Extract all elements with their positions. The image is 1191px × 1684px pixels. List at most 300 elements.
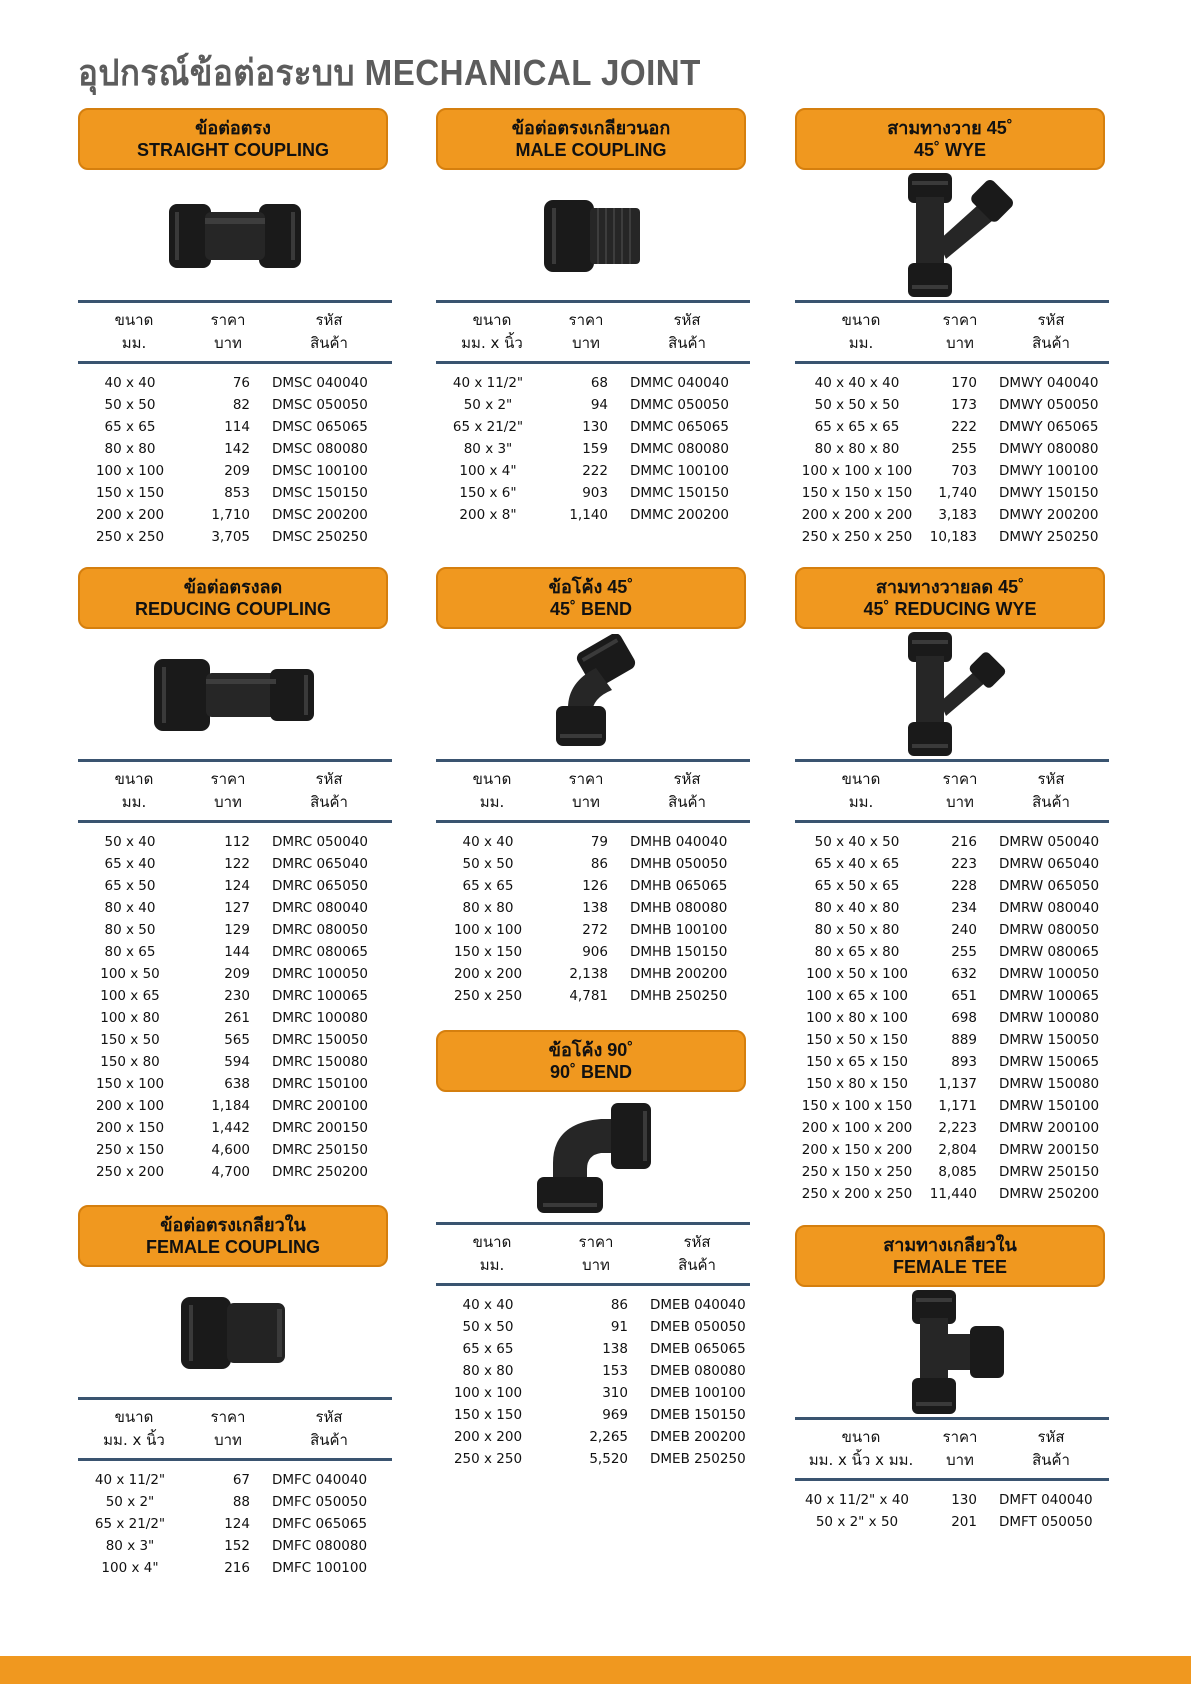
code-cell: DMRC 150050 [272, 1032, 369, 1048]
section-title-english: 90˚ BEND [549, 1062, 633, 1082]
table-row [436, 1316, 750, 1338]
code-cell: DMRW 065040 [999, 856, 1100, 872]
size-cell: 200 x 8" [459, 507, 517, 523]
price-header: ราคา [210, 311, 246, 329]
code-cell: DMEB 250250 [650, 1451, 746, 1467]
table-row [78, 482, 392, 504]
size-cell: 80 x 3" [463, 441, 513, 457]
price-cell: 114 [224, 419, 250, 435]
table-row [795, 363, 1109, 395]
table-row [78, 1535, 392, 1557]
price-cell: 903 [582, 485, 608, 501]
table-row [78, 919, 392, 941]
table-row [78, 363, 392, 395]
code-cell: DMRC 250200 [272, 1164, 369, 1180]
price-cell: 88 [232, 1494, 250, 1510]
price-cell: 10,183 [929, 529, 977, 545]
section-title-english: REDUCING COUPLING [134, 599, 331, 619]
size-cell: 150 x 65 x 150 [806, 1054, 908, 1070]
table-row [78, 504, 392, 526]
price-unit-header: บาท [946, 793, 974, 811]
size-cell: 65 x 65 [104, 419, 156, 435]
price-cell: 1,184 [211, 1098, 250, 1114]
size-cell: 150 x 50 x 150 [806, 1032, 908, 1048]
price-cell: 2,138 [569, 966, 608, 982]
size-header: ขนาด [114, 311, 154, 329]
price-cell: 129 [224, 922, 250, 938]
code-cell: DMWY 250250 [999, 529, 1099, 545]
code-cell: DMRW 250200 [999, 1186, 1100, 1202]
code-cell: DMEB 200200 [650, 1429, 746, 1445]
price-header: ราคา [210, 770, 246, 788]
price-unit-header: บาท [582, 1256, 610, 1274]
size-cell: 80 x 40 x 80 [814, 900, 900, 916]
price-cell: 152 [224, 1538, 250, 1554]
size-cell: 100 x 65 [100, 988, 160, 1004]
reducing-wye-45-image [795, 629, 1109, 759]
table-row [436, 1382, 750, 1404]
size-cell: 80 x 3" [105, 1538, 155, 1554]
code-cell: DMRC 150100 [272, 1076, 369, 1092]
size-cell: 65 x 65 [462, 878, 514, 894]
code-header: รหัส [1037, 311, 1065, 329]
code-cell: DMRC 250150 [272, 1142, 369, 1158]
code-cell: DMRC 065050 [272, 878, 369, 894]
straight-coupling-table [78, 300, 392, 548]
price-cell: 138 [582, 900, 608, 916]
table-row [436, 363, 750, 395]
code-cell: DMSC 100100 [272, 463, 368, 479]
code-cell: DMRW 150080 [999, 1076, 1100, 1092]
size-cell: 150 x 150 [453, 944, 523, 960]
size-cell: 50 x 50 [104, 397, 156, 413]
code-header: รหัส [315, 311, 343, 329]
size-cell: 80 x 80 [462, 1363, 514, 1379]
table-row [795, 504, 1109, 526]
code-cell: DMWY 100100 [999, 463, 1099, 479]
table-row [436, 919, 750, 941]
code-cell: DMHB 250250 [630, 988, 728, 1004]
size-cell: 80 x 80 x 80 [814, 441, 900, 457]
size-cell: 100 x 80 [100, 1010, 160, 1026]
size-cell: 100 x 100 x 100 [801, 463, 913, 479]
straight-coupling-image [78, 170, 392, 300]
table-row [795, 394, 1109, 416]
price-cell: 2,804 [938, 1142, 977, 1158]
size-header: ขนาด [472, 770, 512, 788]
size-cell: 250 x 250 [95, 529, 165, 545]
price-cell: 222 [582, 463, 608, 479]
code-cell: DMHB 080080 [630, 900, 728, 916]
size-cell: 65 x 40 x 65 [814, 856, 900, 872]
table-row [78, 941, 392, 963]
code-header: รหัส [673, 770, 701, 788]
price-header: ราคา [942, 1428, 978, 1446]
price-cell: 4,700 [211, 1164, 250, 1180]
code-header: รหัส [1037, 770, 1065, 788]
table-row [78, 1557, 392, 1579]
price-cell: 76 [232, 375, 250, 391]
price-cell: 159 [582, 441, 608, 457]
female-tee-image [795, 1287, 1109, 1417]
table-row [436, 438, 750, 460]
table-row [436, 1338, 750, 1360]
section-title-thai: สามทางเกลียวใน [883, 1235, 1017, 1255]
price-cell: 209 [224, 966, 250, 982]
code-cell: DMRC 100065 [272, 988, 369, 1004]
code-header: รหัส [673, 311, 701, 329]
table-row [78, 963, 392, 985]
size-cell: 150 x 80 [100, 1054, 160, 1070]
size-cell: 40 x 40 [462, 1297, 514, 1313]
page-title: อุปกรณ์ข้อต่อระบบ MECHANICAL JOINT [78, 52, 701, 93]
price-cell: 142 [224, 441, 250, 457]
table-row [78, 460, 392, 482]
size-cell: 150 x 80 x 150 [806, 1076, 908, 1092]
price-cell: 565 [224, 1032, 250, 1048]
price-cell: 698 [951, 1010, 977, 1026]
price-cell: 228 [951, 878, 977, 894]
code-cell: DMRW 200100 [999, 1120, 1100, 1136]
size-cell: 50 x 50 [462, 856, 514, 872]
price-cell: 223 [951, 856, 977, 872]
section-title-thai: สามทางวาย 45˚ [887, 118, 1013, 138]
price-cell: 82 [232, 397, 250, 413]
reducing-wye-45-section [795, 567, 1109, 1205]
price-cell: 310 [602, 1385, 628, 1401]
code-cell: DMFT 040040 [999, 1492, 1093, 1508]
section-title-thai: ข้อต่อตรง [195, 118, 271, 138]
code-cell: DMRW 100050 [999, 966, 1100, 982]
table-row [795, 460, 1109, 482]
bend-90-image [436, 1092, 750, 1222]
table-row [436, 1404, 750, 1426]
price-cell: 272 [582, 922, 608, 938]
size-unit-header: มม. [479, 793, 505, 811]
code-cell: DMFC 080080 [272, 1538, 368, 1554]
table-row [436, 822, 750, 854]
table-row [795, 1051, 1109, 1073]
table-row [436, 504, 750, 526]
code-header-line2: สินค้า [1032, 793, 1070, 811]
code-cell: DMWY 080080 [999, 441, 1099, 457]
code-cell: DMSC 080080 [272, 441, 368, 457]
price-cell: 703 [951, 463, 977, 479]
size-cell: 50 x 2" [105, 1494, 155, 1510]
section-title-thai: ข้อต่อตรงเกลียวนอก [511, 118, 671, 138]
bend-90-section [436, 1030, 750, 1470]
table-row [795, 1161, 1109, 1183]
table-row [795, 897, 1109, 919]
size-cell: 150 x 100 [95, 1076, 165, 1092]
code-header-line2: สินค้า [668, 793, 706, 811]
code-cell: DMSC 250250 [272, 529, 368, 545]
size-cell: 40 x 40 [104, 375, 156, 391]
code-cell: DMRC 100080 [272, 1010, 369, 1026]
price-cell: 1,137 [938, 1076, 977, 1092]
table-row [795, 963, 1109, 985]
price-cell: 234 [951, 900, 977, 916]
price-cell: 173 [951, 397, 977, 413]
code-cell: DMRC 080040 [272, 900, 369, 916]
table-row [436, 460, 750, 482]
wye-45-section [795, 108, 1109, 548]
section-title-thai: ข้อต่อตรงเกลียวใน [160, 1215, 306, 1235]
section-title-english: STRAIGHT COUPLING [137, 140, 329, 160]
table-row [436, 853, 750, 875]
code-cell: DMRW 080050 [999, 922, 1100, 938]
table-row [795, 438, 1109, 460]
size-cell: 250 x 250 x 250 [801, 529, 913, 545]
size-header: ขนาด [114, 1408, 154, 1426]
code-cell: DMMC 080080 [630, 441, 729, 457]
section-title-english: FEMALE TEE [892, 1257, 1007, 1277]
code-cell: DMRW 065050 [999, 878, 1100, 894]
section-header [436, 1030, 746, 1092]
price-cell: 222 [951, 419, 977, 435]
code-cell: DMMC 050050 [630, 397, 729, 413]
code-cell: DMRW 150100 [999, 1098, 1100, 1114]
code-header: รหัส [1037, 1428, 1065, 1446]
straight-coupling-section [78, 108, 392, 548]
size-cell: 200 x 150 [95, 1120, 165, 1136]
size-unit-header: มม. [848, 334, 874, 352]
table-row [78, 1051, 392, 1073]
table-row [436, 1285, 750, 1317]
wye-45-image [795, 170, 1109, 300]
section-header [795, 1225, 1105, 1287]
size-cell: 80 x 80 [104, 441, 156, 457]
price-cell: 1,710 [211, 507, 250, 523]
price-cell: 2,223 [938, 1120, 977, 1136]
code-cell: DMMC 100100 [630, 463, 729, 479]
size-cell: 100 x 100 [453, 1385, 523, 1401]
reducing-coupling-section [78, 567, 392, 1183]
price-header: ราคา [568, 311, 604, 329]
code-cell: DMSC 040040 [272, 375, 368, 391]
section-title-thai: ข้อต่อตรงลด [183, 577, 283, 597]
table-row [795, 919, 1109, 941]
price-cell: 1,740 [938, 485, 977, 501]
table-row [78, 853, 392, 875]
female-coupling-table [78, 1397, 392, 1579]
table-row [78, 1139, 392, 1161]
size-cell: 50 x 2" [463, 397, 513, 413]
female-coupling-section [78, 1205, 392, 1579]
price-cell: 893 [951, 1054, 977, 1070]
size-cell: 40 x 11/2" [452, 375, 524, 391]
table-row [78, 875, 392, 897]
reducing-coupling-image [78, 629, 392, 759]
size-cell: 65 x 40 [104, 856, 156, 872]
size-cell: 250 x 250 [453, 1451, 523, 1467]
size-header: ขนาด [841, 311, 881, 329]
price-cell: 255 [951, 944, 977, 960]
table-row [795, 853, 1109, 875]
code-cell: DMWY 040040 [999, 375, 1099, 391]
price-cell: 4,600 [211, 1142, 250, 1158]
price-cell: 68 [590, 375, 608, 391]
price-cell: 124 [224, 1516, 250, 1532]
reducing-wye-45-table [795, 759, 1109, 1205]
table-row [436, 1448, 750, 1470]
code-cell: DMMC 150150 [630, 485, 729, 501]
code-cell: DMRW 080040 [999, 900, 1100, 916]
section-title-english: 45˚ BEND [549, 599, 633, 619]
size-cell: 250 x 150 [95, 1142, 165, 1158]
section-title-thai: สามทางวายลด 45˚ [875, 577, 1025, 597]
size-unit-header: มม. [848, 793, 874, 811]
price-unit-header: บาท [214, 1431, 242, 1449]
code-cell: DMRC 080050 [272, 922, 369, 938]
size-cell: 80 x 65 [104, 944, 156, 960]
table-row [436, 985, 750, 1007]
section-header [78, 108, 388, 170]
size-cell: 50 x 40 [104, 834, 156, 850]
code-cell: DMHB 040040 [630, 834, 728, 850]
wye-45-table [795, 300, 1109, 548]
code-cell: DMEB 080080 [650, 1363, 746, 1379]
section-title-english: FEMALE COUPLING [146, 1237, 320, 1257]
code-cell: DMRW 100080 [999, 1010, 1100, 1026]
table-row [436, 941, 750, 963]
size-cell: 100 x 100 [453, 922, 523, 938]
size-cell: 200 x 200 [95, 507, 165, 523]
size-header: ขนาด [841, 1428, 881, 1446]
code-cell: DMFC 100100 [272, 1560, 368, 1576]
size-cell: 80 x 65 x 80 [814, 944, 900, 960]
size-cell: 200 x 200 [453, 1429, 523, 1445]
section-title-thai: ข้อโค้ง 90˚ [548, 1040, 634, 1060]
code-header-line2: สินค้า [668, 334, 706, 352]
size-unit-header: มม. x นิ้ว [103, 1431, 165, 1449]
price-cell: 112 [224, 834, 250, 850]
size-cell: 65 x 50 [104, 878, 156, 894]
size-unit-header: มม. x นิ้ว [461, 334, 523, 352]
price-cell: 209 [224, 463, 250, 479]
price-cell: 853 [224, 485, 250, 501]
table-row [78, 526, 392, 548]
price-cell: 122 [224, 856, 250, 872]
size-cell: 100 x 50 x 100 [806, 966, 908, 982]
code-cell: DMFC 040040 [272, 1472, 368, 1488]
code-cell: DMWY 200200 [999, 507, 1099, 523]
price-cell: 216 [951, 834, 977, 850]
size-cell: 200 x 100 [95, 1098, 165, 1114]
size-cell: 40 x 11/2" x 40 [804, 1492, 910, 1508]
table-row [795, 1007, 1109, 1029]
table-row [78, 1007, 392, 1029]
code-cell: DMRW 080065 [999, 944, 1100, 960]
table-row [795, 482, 1109, 504]
code-cell: DMRC 150080 [272, 1054, 369, 1070]
code-cell: DMWY 150150 [999, 485, 1099, 501]
table-row [78, 822, 392, 854]
size-cell: 40 x 11/2" [94, 1472, 166, 1488]
table-row [795, 875, 1109, 897]
code-cell: DMRC 200150 [272, 1120, 369, 1136]
code-cell: DMEB 050050 [650, 1319, 746, 1335]
size-cell: 100 x 80 x 100 [806, 1010, 908, 1026]
code-header-line2: สินค้า [1032, 1451, 1070, 1469]
female-tee-table [795, 1417, 1109, 1533]
female-tee-section [795, 1225, 1109, 1533]
code-cell: DMWY 065065 [999, 419, 1099, 435]
table-row [795, 1511, 1109, 1533]
price-unit-header: บาท [572, 793, 600, 811]
price-cell: 3,705 [211, 529, 250, 545]
price-unit-header: บาท [214, 793, 242, 811]
table-row [78, 1073, 392, 1095]
size-cell: 150 x 100 x 150 [801, 1098, 913, 1114]
table-row [795, 1183, 1109, 1205]
code-cell: DMFT 050050 [999, 1514, 1093, 1530]
code-header: รหัส [683, 1233, 711, 1251]
size-cell: 150 x 50 [100, 1032, 160, 1048]
size-cell: 40 x 40 [462, 834, 514, 850]
price-cell: 1,140 [569, 507, 608, 523]
code-cell: DMEB 150150 [650, 1407, 746, 1423]
bend-45-image [436, 629, 750, 759]
size-cell: 200 x 200 [453, 966, 523, 982]
price-cell: 651 [951, 988, 977, 1004]
price-cell: 632 [951, 966, 977, 982]
code-cell: DMRC 100050 [272, 966, 369, 982]
code-cell: DMRW 150050 [999, 1032, 1100, 1048]
table-row [436, 482, 750, 504]
price-cell: 91 [610, 1319, 628, 1335]
size-cell: 100 x 4" [459, 463, 517, 479]
table-row [795, 941, 1109, 963]
section-title-thai: ข้อโค้ง 45˚ [548, 577, 634, 597]
size-cell: 200 x 150 x 200 [801, 1142, 913, 1158]
table-row [78, 1460, 392, 1492]
footer-bar [0, 1656, 1191, 1684]
section-header [78, 1205, 388, 1267]
section-header [78, 567, 388, 629]
code-cell: DMRW 050040 [999, 834, 1100, 850]
table-row [795, 1073, 1109, 1095]
size-header: ขนาด [114, 770, 154, 788]
code-cell: DMHB 100100 [630, 922, 728, 938]
price-cell: 216 [224, 1560, 250, 1576]
bend-90-table [436, 1222, 750, 1470]
section-header [795, 108, 1105, 170]
price-unit-header: บาท [946, 1451, 974, 1469]
size-cell: 100 x 100 [95, 463, 165, 479]
price-cell: 261 [224, 1010, 250, 1026]
price-cell: 153 [602, 1363, 628, 1379]
price-header: ราคา [210, 1408, 246, 1426]
size-cell: 250 x 150 x 250 [801, 1164, 913, 1180]
code-cell: DMWY 050050 [999, 397, 1099, 413]
size-cell: 250 x 200 [95, 1164, 165, 1180]
code-cell: DMRW 100065 [999, 988, 1100, 1004]
price-cell: 4,781 [569, 988, 608, 1004]
female-coupling-image [78, 1267, 392, 1397]
male-coupling-table [436, 300, 750, 526]
price-cell: 889 [951, 1032, 977, 1048]
code-cell: DMMC 065065 [630, 419, 729, 435]
table-row [436, 416, 750, 438]
code-cell: DMRC 200100 [272, 1098, 369, 1114]
code-header: รหัส [315, 770, 343, 788]
price-cell: 67 [232, 1472, 250, 1488]
code-header-line2: สินค้า [678, 1256, 716, 1274]
reducing-coupling-table [78, 759, 392, 1183]
size-cell: 80 x 50 x 80 [814, 922, 900, 938]
code-cell: DMMC 200200 [630, 507, 729, 523]
